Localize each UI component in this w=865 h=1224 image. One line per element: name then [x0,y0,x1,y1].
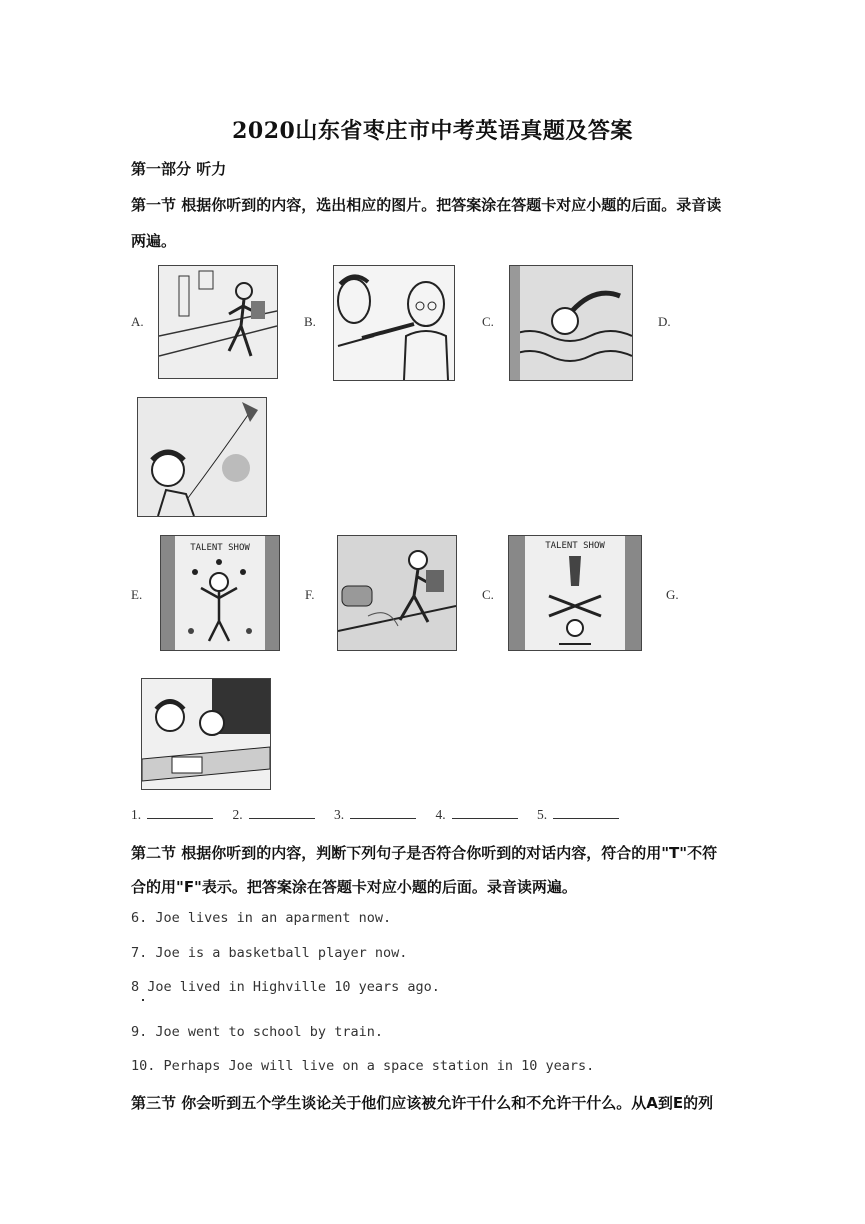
answer-blank-row [131,807,635,823]
section2-instruction-line1: 第二节 根据你听到的内容，判断下列句子是否符合你听到的对话内容，符合的用"T"不符 [131,844,718,862]
option-label-a: A. [131,314,144,329]
section1-instruction-line2: 两遍。 [131,232,177,250]
poster-text: TALENT SHOW [190,543,250,553]
poster-text-2: TALENT SHOW [545,541,605,551]
answer-blank-5[interactable]: 5. [537,807,619,822]
stray-dot [142,999,144,1001]
picture-swimmer [509,265,633,381]
statement-7: 7. Joe is a basketball player now. [131,945,408,961]
statement-10: 10. Perhaps Joe will live on a space station in 10 years. [131,1058,595,1074]
picture-students-studying [141,678,271,790]
option-label-c: C. [482,314,494,329]
answer-blank-3[interactable]: 3. [334,807,416,822]
picture-kite [137,397,267,517]
page-title: 2020山东省枣庄市中考英语真题及答案 [232,118,633,144]
picture-running-rain-street [337,535,457,651]
picture-acrobat-talent-show [508,535,642,651]
statement-9: 9. Joe went to school by train. [131,1024,383,1040]
answer-blank-2[interactable]: 2. [233,807,315,822]
option-label-g: G. [666,587,679,602]
option-label-f: F. [305,587,315,602]
picture-two-people-talking [333,265,455,381]
section2-instruction-line2: 合的用"F"表示。把答案涂在答题卡对应小题的后面。录音读两遍。 [131,878,577,896]
answer-blank-1[interactable]: 1. [131,807,213,822]
statement-6: 6. Joe lives in an aparment now. [131,910,392,926]
option-label-d: D. [658,314,671,329]
picture-juggler-talent-show [160,535,280,651]
statement-8: 8 Joe lived in Highville 10 years ago. [131,979,440,995]
section3-instruction-line1: 第三节 你会听到五个学生谈论关于他们应该被允许干什么和不允许干什么。从A到E的列 [131,1094,714,1112]
section1-instruction-line1: 第一节 根据你听到的内容，选出相应的图片。把答案涂在答题卡对应小题的后面。录音读 [131,196,722,214]
option-label-e: E. [131,587,143,602]
option-label-b: B. [304,314,316,329]
picture-runner [158,265,278,379]
part-heading: 第一部分 听力 [131,160,227,178]
answer-blank-4[interactable]: 4. [436,807,518,822]
option-label-c2: C. [482,587,494,602]
